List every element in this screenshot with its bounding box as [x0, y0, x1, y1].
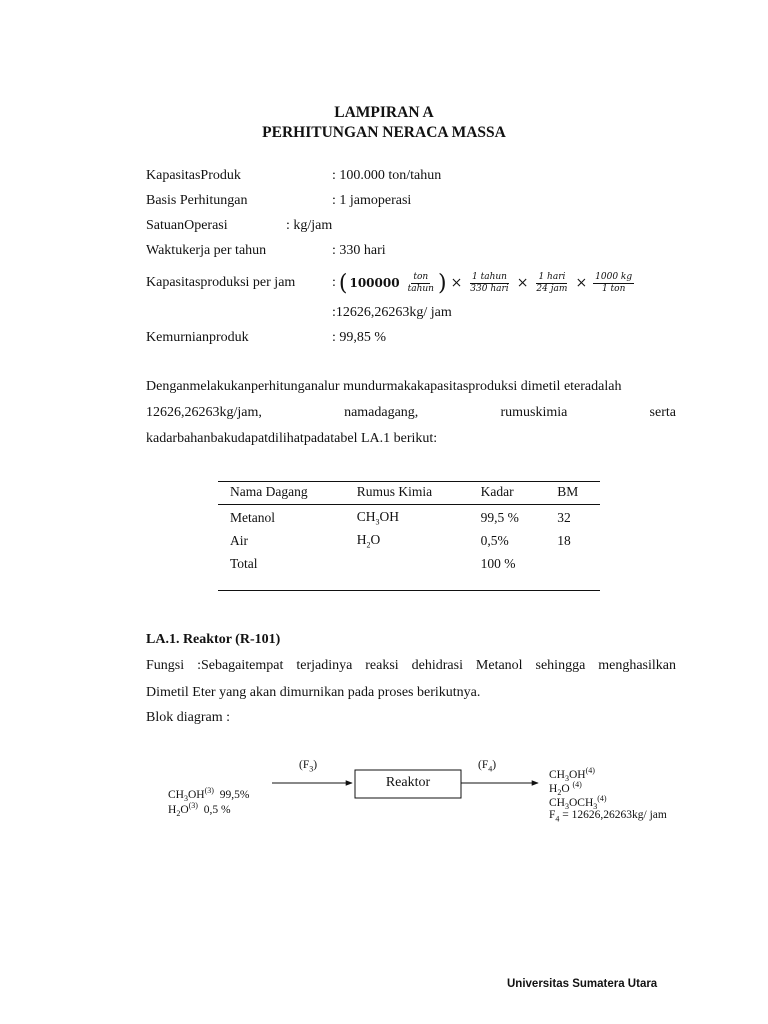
spec-label-basis: Basis Perhitungan — [146, 193, 248, 208]
cell-kadar: 99,5 % — [480, 509, 519, 525]
paragraph-serta: serta — [649, 405, 676, 420]
cell-formula: $H_2O$ — [356, 531, 381, 550]
cell-kadar: 100 % — [469, 551, 546, 591]
times-symbol: × — [450, 275, 463, 291]
outlet-flow-rate: $F_4 = 12626,26263kg/$ jam — [549, 809, 667, 824]
times-symbol: × — [575, 275, 588, 291]
inlet-composition-water: $H_2O^{(3)}$ 0,5 % — [168, 801, 231, 819]
column-header: Nama Dagang — [218, 482, 345, 505]
spec-label-capacity: KapasitasProduk — [146, 168, 241, 183]
fraction-denominator: tahun — [407, 283, 434, 294]
times-symbol: × — [516, 275, 529, 291]
function-line2: Dimetil Eter yang akan dimurnikan pada proses berikutnya. — [146, 685, 481, 700]
reactor-label: Reaktor — [385, 775, 431, 790]
cell-bm: 18 — [557, 532, 571, 548]
column-header: BM — [545, 482, 600, 505]
spec-value-basis: : 1 jamoperasi — [332, 193, 412, 208]
page-title-line1: LAMPIRAN A — [334, 104, 434, 121]
paragraph-line3: kadarbahanbakudapatdilihatpadatabel LA.1 berikut: — [146, 431, 438, 446]
fraction-numerator: 1 hari — [538, 271, 566, 282]
formula-number: 100000 — [349, 276, 400, 290]
block-diagram-label: Blok diagram : — [146, 710, 230, 725]
stream-out-label: $(F_4)$ — [478, 759, 497, 774]
paragraph-line1: Denganmelakukanperhitunganalur mundurmakakapasitasproduksi dimetil eteradalah — [146, 379, 622, 394]
page-title-line2: PERHITUNGAN NERACA MASSA — [262, 124, 506, 141]
fraction-denominator: 1 ton — [601, 283, 626, 294]
fraction-denominator: 330 hari — [470, 283, 509, 294]
cell-name: Air — [230, 532, 248, 548]
paragraph-tradename: namadagang, — [344, 405, 419, 420]
column-header: Rumus Kimia — [345, 482, 469, 505]
paragraph-formula: rumuskimia — [500, 405, 568, 420]
column-header: Kadar — [469, 482, 546, 505]
outlet-composition-dme: $CH_3OCH_3^{(4)}$ — [549, 794, 607, 812]
spec-label-worktime: Waktukerja per tahun — [146, 243, 267, 258]
section-heading: LA.1. Reaktor (R-101) — [146, 632, 281, 647]
fraction-numerator: 1000 kg — [595, 271, 633, 282]
cell-bm: 32 — [557, 509, 571, 525]
spec-value-capacity: : 100.000 ton/tahun — [332, 168, 442, 183]
paragraph-capacity: 12626,26263kg/jam, — [146, 405, 262, 420]
formula-close-paren: ) — [437, 270, 447, 296]
stream-in-label: $(F_3)$ — [299, 759, 318, 774]
cell-name: Metanol — [230, 509, 275, 525]
purity-value: : 99,85 % — [332, 330, 387, 345]
formula-result: :12626,26263kg/ jam — [332, 305, 452, 320]
purity-label: Kemurnianproduk — [146, 330, 249, 345]
cell-name: Total — [218, 551, 345, 591]
formula-colon: : — [332, 275, 336, 290]
spec-value-unit: : kg/jam — [286, 218, 333, 233]
formula-open-paren: ( — [338, 270, 348, 296]
fraction-numerator: ton — [413, 271, 429, 282]
fraction-numerator: 1 tahun — [472, 271, 507, 282]
spec-label-unit: SatuanOperasi — [146, 218, 228, 233]
cell-kadar: 0,5% — [480, 532, 509, 548]
outlet-composition-water: $H_2O$ $^{(4)}$ — [549, 780, 582, 798]
footer-university: Universitas Sumatera Utara — [507, 978, 658, 990]
function-line1: Fungsi :Sebagaitempat terjadinya reaksi dehidrasi Metanol sehingga menghasilkan — [146, 658, 676, 673]
fraction-denominator: 24 jam — [536, 283, 568, 294]
spec-value-worktime: : 330 hari — [332, 243, 386, 258]
formula-label: Kapasitasproduksi per jam — [146, 275, 296, 290]
outlet-composition-methanol: $CH_3OH^{(4)}$ — [549, 766, 595, 784]
inlet-composition-methanol: $CH_3OH^{(3)}$ 99,5% — [168, 786, 250, 804]
cell-formula: $CH_3OH$ — [356, 508, 399, 527]
